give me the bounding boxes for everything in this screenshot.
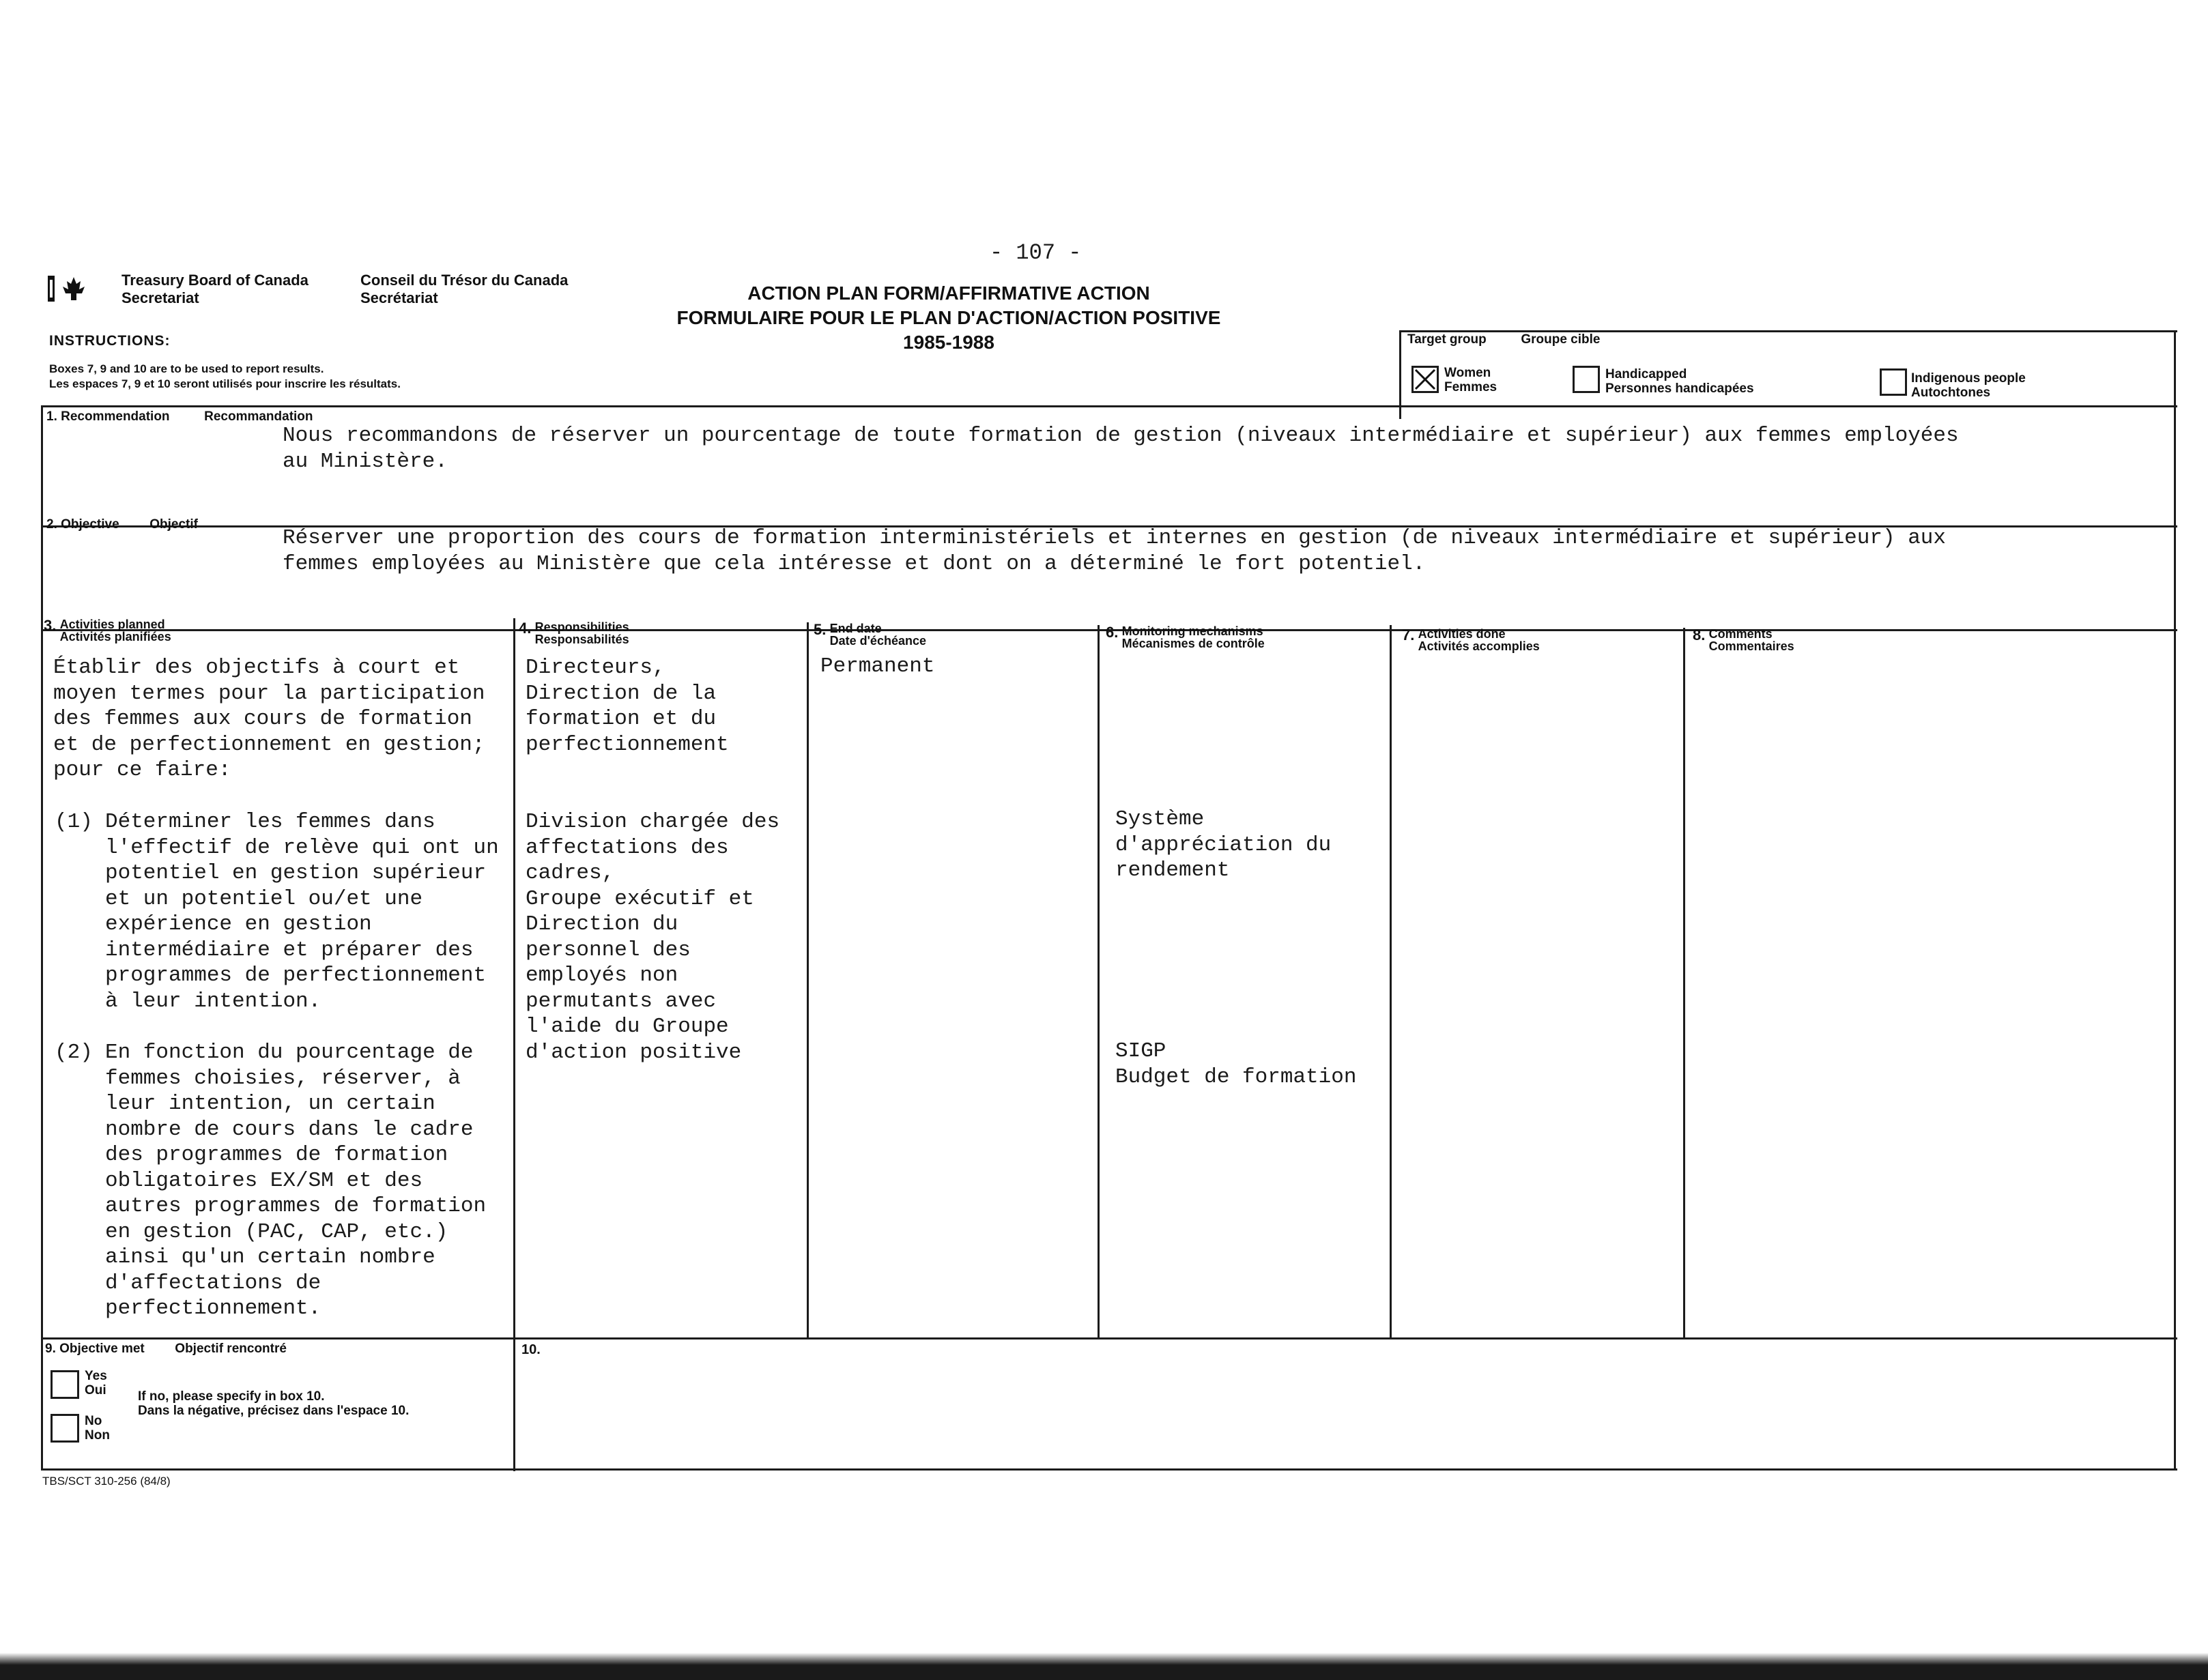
no-label — [85, 1414, 110, 1443]
indigenous-fr: Autochtones — [1911, 386, 1991, 400]
women-option-label — [1444, 366, 1497, 394]
objective-met-label — [45, 1342, 287, 1356]
objective-text: Réserver une proportion des cours de formation interministériels et internes en gestion (de niveaux intermédiaire et supérieur) aux femmes employées au Ministère que cela intéresse et dont on a déterminé le fort potentiel. — [283, 526, 1946, 576]
note-fr: Dans la négative, précisez dans l'espace 10. — [138, 1404, 410, 1418]
indigenous-en: Indigenous people — [1911, 371, 2026, 386]
activity-2-number: (2) — [55, 1041, 93, 1065]
col5-en: End date — [829, 622, 882, 635]
instructions-label: INSTRUCTIONS: — [49, 333, 171, 349]
instructions-en: Boxes 7, 9 and 10 are to be used to report results. — [49, 362, 324, 375]
col8-header — [1693, 628, 1794, 652]
handicapped-checkbox[interactable] — [1573, 366, 1600, 393]
handicapped-en: Handicapped — [1605, 367, 1687, 381]
no-checkbox[interactable] — [51, 1414, 79, 1443]
yes-en: Yes — [85, 1369, 107, 1383]
instructions-text — [49, 362, 401, 392]
title-en: ACTION PLAN FORM/AFFIRMATIVE ACTION — [747, 283, 1150, 304]
col4-header — [519, 621, 629, 646]
col5-num: 5. — [814, 621, 827, 638]
responsibilities-block-1: Directeurs, Direction de la formation et du perfectionnement — [526, 656, 729, 757]
note-en: If no, please specify in box 10. — [138, 1389, 325, 1404]
box10-label: 10. — [521, 1342, 541, 1357]
objective-label-fr: Objectif — [149, 517, 198, 532]
title-years: 1985-1988 — [903, 332, 994, 353]
checkmark-x-icon — [1414, 368, 1437, 391]
monitoring-block-1: Système d'appréciation du rendement — [1115, 807, 1332, 882]
col7-num: 7. — [1402, 626, 1415, 643]
no-fr: Non — [85, 1428, 110, 1443]
women-checkbox[interactable] — [1411, 366, 1439, 393]
monitoring-block-2: SIGP Budget de formation — [1115, 1039, 1357, 1089]
col6-header — [1106, 625, 1265, 650]
recommendation-text: Nous recommandons de réserver un pourcentage de toute formation de gestion (niveaux intermédiaire et supérieur) aux femmes employées au Ministère. — [283, 424, 1959, 474]
target-group-label-en: Target group — [1407, 332, 1487, 347]
yes-fr: Oui — [85, 1383, 106, 1397]
col3-header — [44, 618, 171, 643]
form-code: TBS/SCT 310-256 (84/8) — [42, 1475, 171, 1488]
target-group-label — [1407, 332, 1600, 347]
objective-label-en: 2. Objective — [46, 517, 119, 532]
org-en-line2: Secretariat — [121, 289, 199, 306]
canada-flag-logo — [46, 273, 94, 306]
org-fr-line1: Conseil du Trésor du Canada — [360, 272, 569, 289]
objective-label — [46, 517, 198, 532]
org-name-fr — [360, 272, 568, 307]
col3-fr: Activités planifiées — [59, 630, 171, 643]
title-fr: FORMULAIRE POUR LE PLAN D'ACTION/ACTION POSITIVE — [676, 307, 1221, 328]
page-number: - 107 - — [990, 240, 1082, 265]
no-en: No — [85, 1414, 102, 1428]
org-en-line1: Treasury Board of Canada — [121, 272, 309, 289]
activity-1-number: (1) — [55, 810, 93, 834]
indigenous-checkbox[interactable] — [1880, 368, 1907, 396]
activity-2-text: En fonction du pourcentage de femmes choisies, réserver, à leur intention, un certain nombre de cours dans le cadre des programmes de formation obligatoires EX/SM et des autres programmes de formation en gestion (PAC, CAP, etc.) ainsi qu'un certain nombre d'affectations de perfectionnement. — [105, 1041, 487, 1320]
col4-en: Responsibilities — [534, 620, 629, 634]
women-fr: Femmes — [1444, 380, 1497, 394]
objective-met-note — [138, 1389, 409, 1418]
col7-fr: Activités accomplies — [1418, 639, 1540, 653]
col4-num: 4. — [519, 620, 532, 637]
objective-met-label-en: 9. Objective met — [45, 1342, 145, 1356]
objective-met-label-fr: Objectif rencontré — [175, 1342, 287, 1356]
recommendation-label — [46, 409, 313, 424]
form-title — [662, 281, 1235, 355]
col5-fr: Date d'échéance — [829, 634, 926, 648]
org-name-en — [121, 272, 309, 307]
instructions-fr: Les espaces 7, 9 et 10 seront utilisés pour inscrire les résultats. — [49, 377, 401, 390]
yes-label — [85, 1369, 107, 1397]
activity-1-text: Déterminer les femmes dans l'effectif de relève qui ont un potentiel en gestion supérieur et un potentiel ou/et une expérience en gestion intermédiaire et préparer des programmes de perfectionnement à leur intention. — [105, 810, 499, 1013]
col6-fr: Mécanismes de contrôle — [1121, 637, 1265, 650]
box10-input-area[interactable] — [516, 1358, 2172, 1468]
col3-num: 3. — [44, 617, 57, 634]
indigenous-option-label — [1911, 371, 2026, 400]
col3-en: Activities planned — [59, 618, 165, 631]
col7-en: Activities done — [1418, 627, 1506, 641]
yes-checkbox[interactable] — [51, 1370, 79, 1399]
org-fr-line2: Secrétariat — [360, 289, 438, 306]
recommendation-label-fr: Recommandation — [204, 409, 313, 424]
col4-fr: Responsabilités — [534, 633, 629, 646]
responsibilities-block-2: Division chargée des affectations des cadres, Groupe exécutif et Direction du personnel des employés non permutants avec l'aide du Groupe d'action positive — [526, 810, 780, 1065]
col8-num: 8. — [1693, 626, 1706, 643]
col8-en: Comments — [1708, 627, 1773, 641]
col5-header — [814, 622, 926, 647]
col7-header — [1402, 628, 1540, 652]
end-date-value: Permanent — [820, 654, 935, 678]
activities-intro: Établir des objectifs à court et moyen termes pour la participation des femmes aux cours de formation et de perfectionnement en gestion; pour ce faire: — [53, 656, 485, 782]
handicapped-option-label — [1605, 367, 1754, 396]
women-en: Women — [1444, 366, 1491, 380]
col6-num: 6. — [1106, 624, 1119, 641]
handicapped-fr: Personnes handicapées — [1605, 381, 1754, 396]
col6-en: Monitoring mechanisms — [1121, 624, 1263, 638]
target-group-label-fr: Groupe cible — [1521, 332, 1601, 347]
recommendation-label-en: 1. Recommendation — [46, 409, 170, 424]
col8-fr: Commentaires — [1708, 639, 1794, 653]
scan-border — [0, 1653, 2208, 1680]
